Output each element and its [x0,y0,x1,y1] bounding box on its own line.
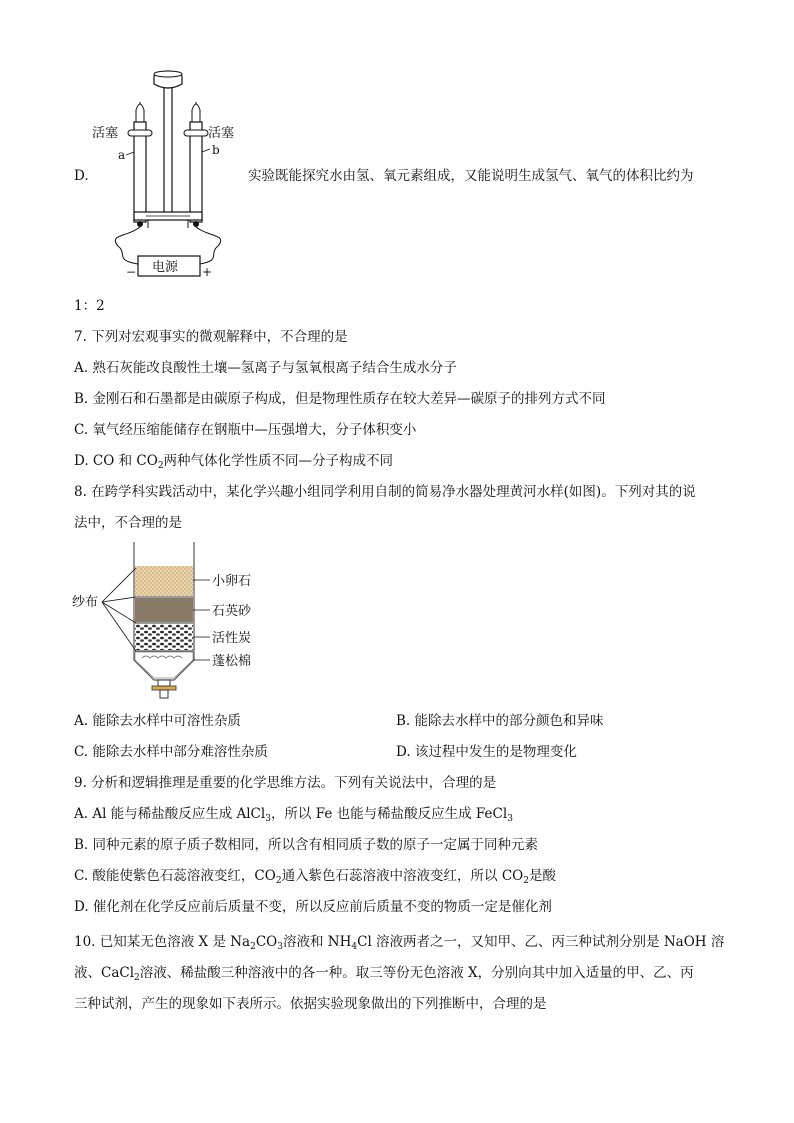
q8-option-b: B. 能除去水样中的部分颜色和异味 [396,713,604,729]
q7-stem: 7. 下列对宏观事实的微观解释中，不合理的是 [74,329,348,345]
q9-option-c: C. 酸能使紫色石蕊溶液变红，$CO_2$通入紫色石蕊溶液中溶液变红，所以 $CO_2$是酸 [74,868,556,886]
q7-option-c: C. 氧气经压缩能储存在钢瓶中—压强增大，分子体积变小 [74,422,417,438]
quartz-sand-label: 石英砂 [212,604,252,619]
q7-option-b: B. 金刚石和石墨都是由碳原子构成，但是物理性质存在较大差异—碳原子的排列方式不同 [74,391,606,407]
activated-carbon-label: 活性炭 [212,631,252,646]
tube-a-label: a [118,148,126,162]
fluffy-cotton-label: 蓬松棉 [212,654,252,669]
q9-option-a: A. Al 能与稀盐酸反应生成 AlCl$_3$，所以 Fe 也能与稀盐酸反应生成 FeCl$_3$ [74,806,513,824]
q8-stem-line1: 8. 在跨学科实践活动中，某化学兴趣小组同学利用自制的简易净水器处理黄河水样(如图)。下列对其的说 [74,484,696,500]
stopcock-label-left: 活塞 [92,126,119,141]
stopcock-label-right: 活塞 [208,126,235,141]
q10-line1: 10. 已知某无色溶液 X 是 $Na_2CO_3$溶液和 $NH_4Cl$ 溶液两者之一，又知甲、乙、丙三种试剂分别是 NaOH 溶 [74,934,725,952]
q8-stem-line2: 法中，不合理的是 [74,515,182,531]
q8-option-d: D. 该过程中发生的是物理变化 [396,744,577,760]
q10-line2: 液、CaCl$_2$溶液、稀盐酸三种溶液中的各一种。取三等份无色溶液 X，分别向其中加入适量的甲、乙、丙 [74,965,694,983]
negative-terminal-label: − [126,265,137,279]
q8-option-c: C. 能除去水样中部分难溶性杂质 [74,744,268,760]
q9-stem: 9. 分析和逻辑推理是重要的化学思维方法。下列有关说法中，合理的是 [74,775,497,791]
q9-option-b: B. 同种元素的原子质子数相同，所以含有相同质子数的原子一定属于同种元素 [74,837,539,853]
water-filter-figure [72,540,272,700]
q9-option-d: D. 催化剂在化学反应前后质量不变，所以反应前后质量不变的物质一定是催化剂 [74,899,552,915]
q8-option-a: A. 能除去水样中可溶性杂质 [74,713,241,729]
pebbles-label: 小卵石 [212,574,252,589]
power-supply-label: 电源 [152,260,179,275]
q7-option-a: A. 熟石灰能改良酸性土壤—氢离子与氢氧根离子结合生成水分子 [74,360,457,376]
q6-d-continuation: 1：2 [74,298,105,314]
q10-line3: 三种试剂，产生的现象如下表所示。依据实验现象做出的下列推断中，合理的是 [74,996,547,1012]
q6-d-text: 实验既能探究水由氢、氧元素组成，又能说明生成氢气、氧气的体积比约为 [248,168,694,184]
positive-terminal-label: + [202,265,213,279]
electrolysis-apparatus-figure [88,62,248,284]
tube-b-label: b [212,143,220,157]
gauze-label: 纱布 [72,595,99,610]
q6-d-letter: D. [74,168,89,184]
q7-option-d: D. CO 和 $CO_2$两种气体化学性质不同—分子构成不同 [74,453,394,471]
